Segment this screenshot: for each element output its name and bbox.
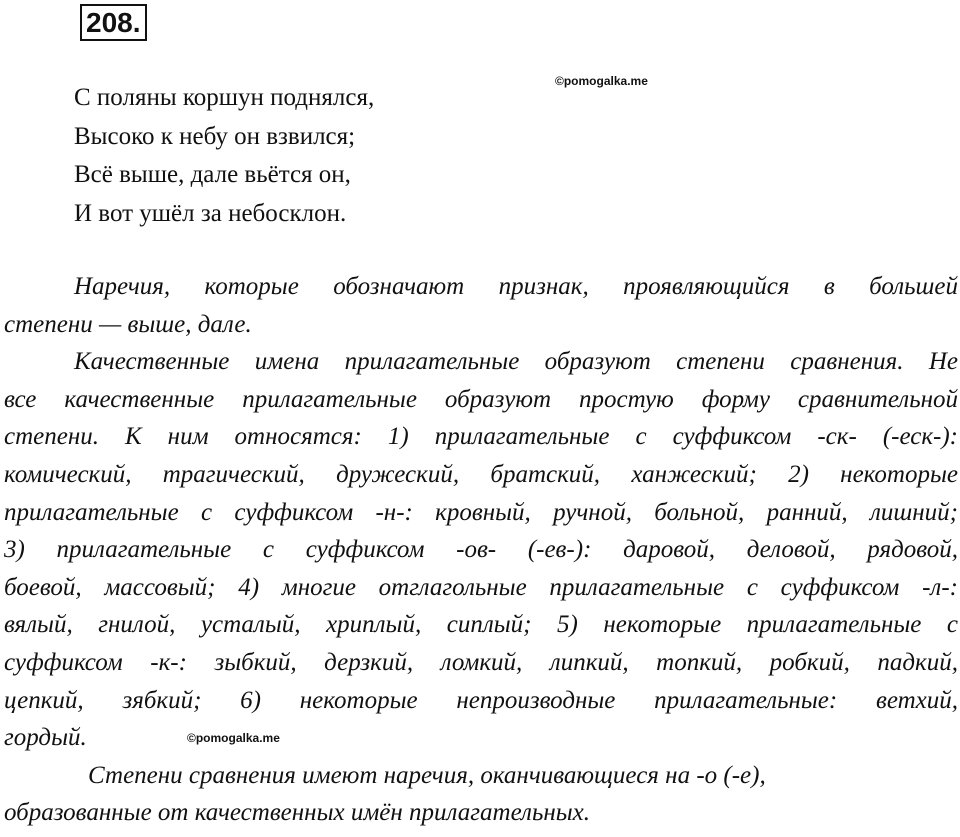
paragraph-2-line: цепкий, зябкий; 6) некоторые непроизводные прилагательные: ветхий, (4, 686, 958, 714)
paragraph-2-line: Качественные имена прилагательные образуют степени сравнения. Не (74, 348, 958, 376)
paragraph-3-line: Степени сравнения имеют наречия, оканчивающиеся на -о (-е), (88, 761, 766, 789)
paragraph-2-line: суффиксом -к-: зыбкий, дерзкий, ломкий, липкий, топкий, робкий, падкий, (4, 648, 958, 676)
paragraph-2-line: гордый. (4, 724, 87, 752)
poem-line: И вот ушёл за небосклон. (74, 199, 347, 227)
paragraph-2-line: 3) прилагательные с суффиксом -ов- (-ев-): даровой, деловой, рядовой, (4, 536, 958, 564)
poem-line: Всё выше, дале вьётся он, (74, 161, 351, 188)
paragraph-2-line: вялый, гнилой, усталый, хриплый, сиплый; 5) некоторые прилагательные с (4, 611, 958, 639)
paragraph-2-line: все качественные прилагательные образуют простую форму сравнительной (4, 385, 958, 413)
paragraph-2-line: комический, трагический, дружеский, братский, ханжеский; 2) некоторые (4, 460, 958, 488)
paragraph-3-line: образованные от качественных имён прилагательных. (4, 799, 590, 827)
paragraph-2-line: боевой, массовый; 4) многие отглагольные прилагательные с суффиксом -л-: (4, 573, 958, 601)
watermark-middle: ©pomogalka.me (187, 731, 280, 745)
watermark-top: ©pomogalka.me (555, 74, 648, 88)
paragraph-2-line: прилагательные с суффиксом -н-: кровный, ручной, больной, ранний, лишний; (4, 498, 958, 526)
poem-line: Высоко к небу он взвился; (74, 122, 356, 150)
paragraph-1-line: степени — выше, дале. (4, 310, 252, 338)
poem-line: С поляны коршун поднялся, (74, 84, 375, 111)
answer-text (4, 268, 958, 832)
paragraph-2-line: степени. К ним относятся: 1) прилагательные с суффиксом -ск- (-еск-): (4, 423, 958, 451)
exercise-number: 208. (80, 4, 147, 41)
paragraph-1-line: Наречия, которые обозначают признак, проявляющийся в большей (74, 273, 958, 300)
poem (74, 79, 534, 233)
